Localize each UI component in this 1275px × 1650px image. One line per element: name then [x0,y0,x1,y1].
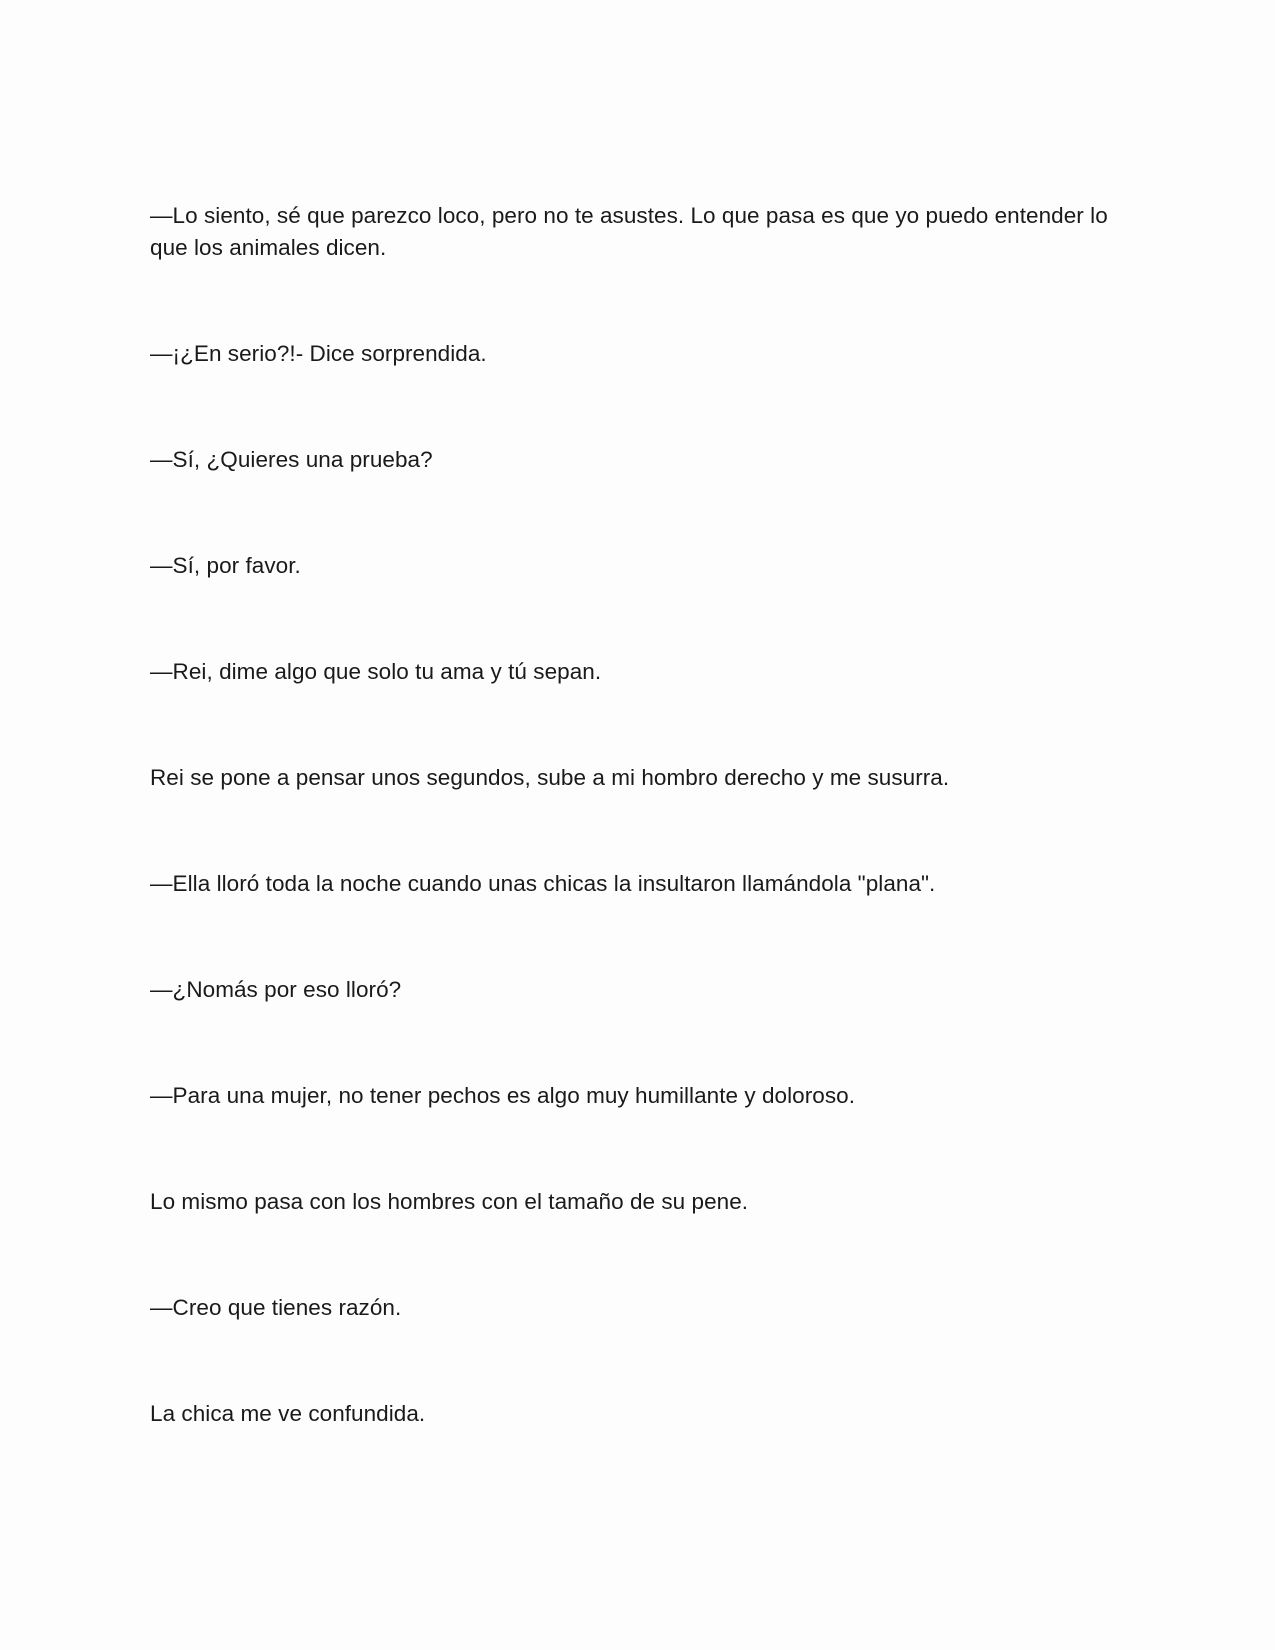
paragraph: —Para una mujer, no tener pechos es algo muy humillante y doloroso. [150,1083,855,1108]
document-body [150,200,1125,1430]
paragraph: Rei se pone a pensar unos segundos, sube a mi hombro derecho y me susurra. [150,765,950,790]
paragraph: —Lo siento, sé que parezco loco, pero no te asustes. Lo que pasa es que yo puedo entender lo que los animales dicen. [150,203,1108,260]
paragraph: —Sí, ¿Quieres una prueba? [150,447,433,472]
paragraph: Lo mismo pasa con los hombres con el tamaño de su pene. [150,1189,749,1214]
paragraph: —Rei, dime algo que solo tu ama y tú sepan. [150,659,602,684]
paragraph: —¡¿En serio?!- Dice sorprendida. [150,341,487,366]
paragraph: —Ella lloró toda la noche cuando unas chicas la insultaron llamándola "plana". [150,871,936,896]
paragraph: —¿Nomás por eso lloró? [150,977,402,1002]
paragraph: La chica me ve confundida. [150,1401,426,1426]
paragraph: —Sí, por favor. [150,553,301,578]
paragraph: —Creo que tienes razón. [150,1295,402,1320]
